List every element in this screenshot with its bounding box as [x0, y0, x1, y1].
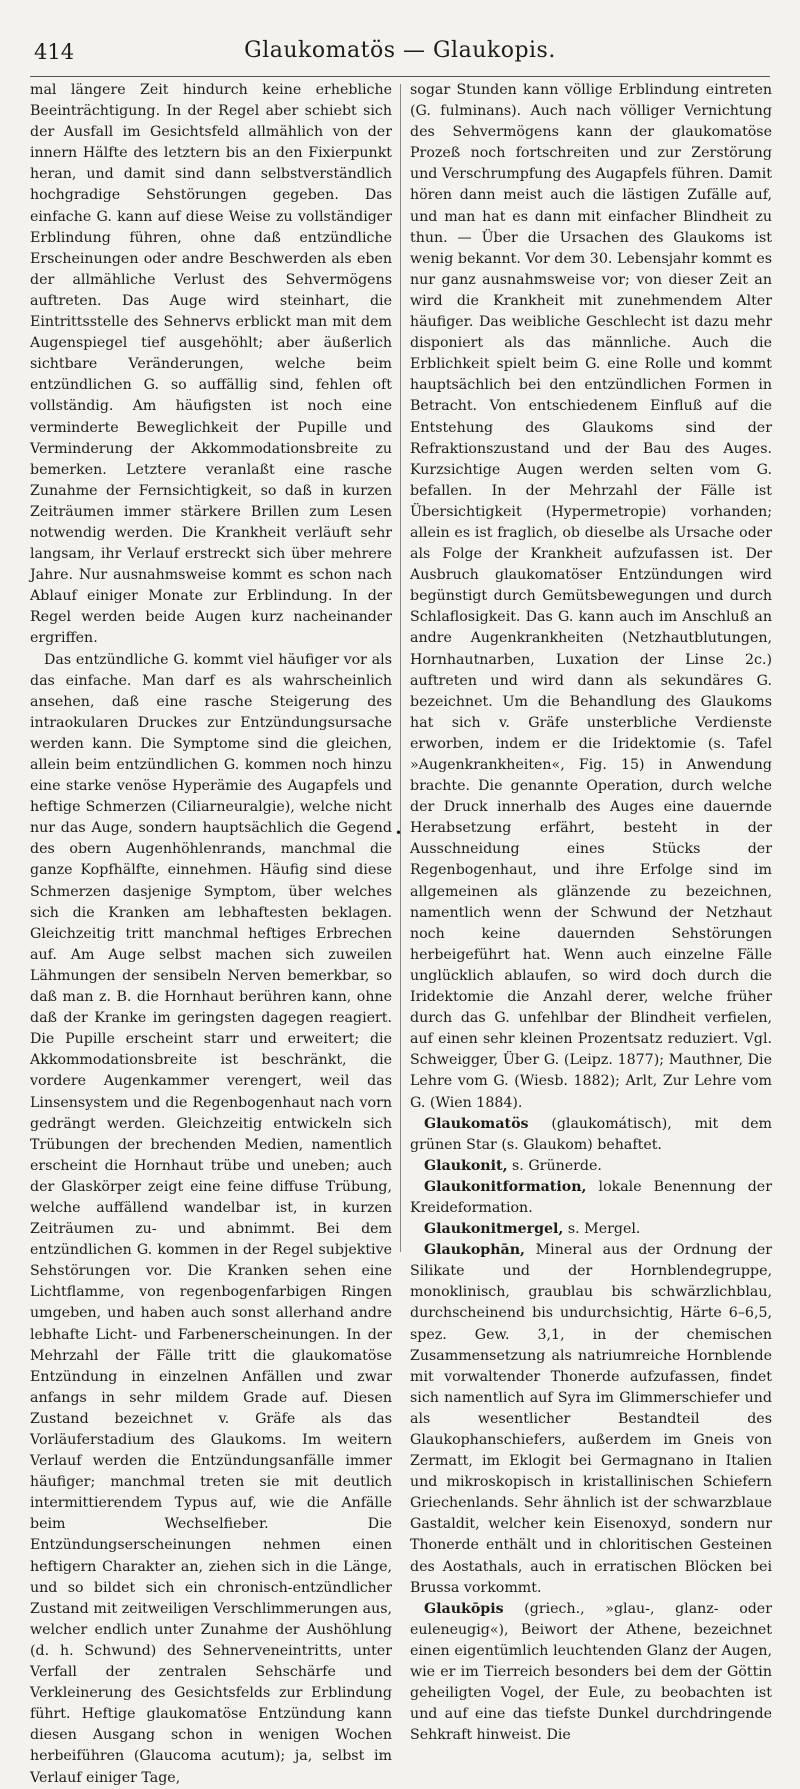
entry-headword: Glaukophān,: [424, 1242, 525, 1259]
entry-headword: Glaukonit,: [424, 1157, 508, 1174]
entry-text: s. Mergel.: [563, 1221, 641, 1238]
entry-glaukonitmergel: [410, 1219, 772, 1240]
page-header: [30, 36, 770, 77]
entry-text: lokale Benennung der Kreideformation.: [410, 1178, 772, 1216]
column-divider: [400, 84, 401, 1252]
entry-text: (griech., »glau-, glanz- oder euleneugig«), Beiwort der Athene, bezeichnet einen eigentümlich leuchtenden Glanz der Augen, wie er im Tierreich besonders bei dem der Göttin geheiligten Vogel, der Eule, zu beobachten ist und auf eine das tiefste Dunkel durchdringende Sehkraft hinweist. Die: [410, 1600, 772, 1744]
left-column: [30, 80, 392, 1786]
entry-glaukophan: [410, 1240, 772, 1599]
entry-headword: Glaukomatös: [424, 1115, 529, 1132]
entry-text: s. Grünerde.: [507, 1157, 602, 1174]
paragraph: mal längere Zeit hindurch keine erhebliche Beeinträchtigung. In der Regel aber schiebt sich der Ausfall im Gesichtsfeld allmählich von der innern Hälfte des letztern bis an den Fixierpunkt heran, und damit sind dann selbstverständlich hochgradige Sehstörungen gegeben. Das einfache G. kann auf diese Weise zu vollständiger Erblindung führen, ohne daß entzündliche Erscheinungen oder andre Beschwerden als eben der allmähliche Verlust des Sehvermögens auftreten. Das Auge wird steinhart, die Eintrittsstelle des Sehnervs erblickt man mit dem Augenspiegel tief ausgehöhlt; aber äußerlich sichtbare Veränderungen, welche beim entzündlichen G. so auffällig sind, fehlen oft vollständig. Am häufigsten ist noch eine verminderte Beweglichkeit der Pupille und Verminderung der Akkommodationsbreite zu bemerken. Letztere veranlaßt eine rasche Zunahme der Fernsichtigkeit, so daß in kurzen Zeiträumen immer stärkere Brillen zum Lesen notwendig werden. Die Krankheit verläuft sehr langsam, ihr Verlauf erstreckt sich über mehrere Jahre. Nur ausnahmsweise kommt es schon nach Ablauf einiger Monate zur Erblindung. In der Regel werden beide Augen kurz nacheinander ergriffen.: [30, 82, 392, 647]
paragraph: sogar Stunden kann völlige Erblindung eintreten (G. fulminans). Auch nach völliger Vernichtung des Sehvermögens kann der glaukomatöse Prozeß noch fortschreiten und zur Zerstörung und Verschrumpfung des Augapfels führen. Damit hören dann meist auch die lästigen Zufälle auf, und man hat es dann mit einfacher Blindheit zu thun. — Über die Ursachen des Glaukoms ist wenig bekannt. Vor dem 30. Lebensjahr kommt es nur ganz ausnahmsweise vor; von dieser Zeit an wird die Krankheit mit zunehmendem Alter häufiger. Das weibliche Geschlecht ist dazu mehr disponiert als das männliche. Auch die Erblichkeit spielt beim G. eine Rolle und kommt hauptsächlich bei den entzündlichen Formen in Betracht. Von entschiedenem Einfluß auf die Entstehung des Glaukoms sind der Refraktionszustand und der Bau des Auges. Kurzsichtige Augen werden selten vom G. befallen. In der Mehrzahl der Fälle ist Übersichtigkeit (Hypermetropie) vorhanden; allein es ist fraglich, ob dieselbe als Ursache oder als Folge der Krankheit aufzufassen ist. Der Ausbruch glaukomatöser Entzündungen wird begünstigt durch Gemütsbewegungen und durch Schlaflosigkeit. Das G. kann auch im Anschluß an andre Augenkrankheiten (Netzhautblutungen, Hornhautnarben, Luxation der Linse 2c.) auftreten und wird dann als sekundäres G. bezeichnet. Um die Behandlung des Glaukoms hat sich v. Gräfe unsterbliche Verdienste erworben, indem er die Iridektomie (s. Tafel »Augenkrankheiten«, Fig. 15) in Anwendung brachte. Die genannte Operation, durch welche der Druck innerhalb des Auges eine dauernde Herabsetzung erfährt, besteht in der Ausschneidung eines Stücks der Regenbogenhaut, und ihre Erfolge sind im allgemeinen als glänzende zu bezeichnen, namentlich wenn der Schwund der Netzhaut noch keine dauernden Sehstörungen herbeigeführt hat. Wenn auch einzelne Fälle unglücklich ablaufen, so wird doch durch die Iridektomie die Anzahl derer, welche früher durch das G. unfehlbar der Blindheit verfielen, auf einen sehr kleinen Prozentsatz reduziert. Vgl. Schweigger, Über G. (Leipz. 1877); Mauthner, Die Lehre vom G. (Wiesb. 1882); Arlt, Zur Lehre vom G. (Wien 1884).: [410, 82, 772, 1111]
entry-text: (glaukomátisch), mit dem grünen Star (s. Glaukom) behaftet.: [410, 1115, 772, 1153]
page-number: 414: [34, 40, 75, 64]
right-column: [410, 80, 772, 1744]
paragraph: Das entzündliche G. kommt viel häufiger vor als das einfache. Man darf es als wahrscheinlich ansehen, daß eine rasche Steigerung des intraokularen Druckes zur Entzündungsursache werden kann. Die Symptome sind die gleichen, allein beim entzündlichen G. kommen noch hinzu eine starke venöse Hyperämie des Augapfels und heftige Schmerzen (Ciliarneuralgie), welche nicht nur das Auge, sondern hauptsächlich die Gegend des obern Augenhöhlenrands, manchmal die ganze Kopfhälfte, einnehmen. Häufig sind diese Schmerzen dasjenige Symptom, über welches sich die Kranken am lebhaftesten beklagen. Gleichzeitig tritt manchmal heftiges Erbrechen auf. Am Auge selbst machen sich zuweilen Lähmungen der sensibeln Nerven bemerkbar, so daß man z. B. die Hornhaut berühren kann, ohne daß der Kranke im geringsten dagegen reagiert. Die Pupille erscheint starr und erweitert; die Akkommodationsbreite ist beschränkt, die vordere Augenkammer verengert, weil das Linsensystem und die Regenbogenhaut nach vorn gedrängt werden. Gleichzeitig entwickeln sich Trübungen der brechenden Medien, namentlich erscheint die Hornhaut trübe und uneben; auch der Glaskörper zeigt eine feine diffuse Trübung, welche auffällend wandelbar ist, in kurzen Zeiträumen zu- und abnimmt. Bei dem entzündlichen G. kommen in der Regel subjektive Sehstörungen vor. Die Kranken sehen eine Lichtflamme, von regenbogenfarbigen Ringen umgeben, und haben auch sonst allerhand andre lebhafte Licht- und Farbenerscheinungen. In der Mehrzahl der Fälle tritt die glaukomatöse Entzündung in einzelnen Anfällen und zwar anfangs in sehr mildem Grade auf. Diesen Zustand bezeichnet v. Gräfe als das Vorläuferstadium des Glaukoms. Im weitern Verlauf werden die Entzündungsanfälle immer häufiger; manchmal treten sie mit deutlich intermittierendem Typus auf, wie die Anfälle beim Wechselfieber. Die Entzündungserscheinungen nehmen einen heftigern Charakter an, ziehen sich in die Länge, und so bildet sich ein chronisch-entzündlicher Zustand mit zeitweiligen Verschlimmerungen aus, welcher endlich unter Zunahme der Aushöhlung (d. h. Schwund) des Sehnerveneintritts, unter Verfall der zentralen Sehschärfe und Verkleinerung des Gesichtsfelds zur Erblindung führt. Heftige glaukomatöse Entzündung kann diesen Ausgang schon in wenigen Wochen herbeiführen (Glaucoma acutum); ja, selbst im Verlauf einiger Tage,: [30, 651, 392, 1786]
running-title: Glaukomatös — Glaukopis.: [244, 38, 556, 63]
entry-headword: Glaukonitmergel,: [424, 1221, 564, 1238]
margin-mark: •: [395, 826, 403, 840]
entry-headword: Glaukonitformation,: [424, 1178, 587, 1195]
entry-headword: Glaukōpis: [424, 1600, 504, 1617]
entry-text: Mineral aus der Ordnung der Silikate und der Hornblendegruppe, monoklinisch, graublau bis schwärzlichblau, durchscheinend bis undurchsichtig, Härte 6–6,5, spez. Gew. 3,1, in der chemischen Zusammensetzung als natriumreiche Hornblende mit vorwaltender Thonerde aufzufassen, findet sich namentlich auf Syra im Glimmerschiefer und als wesentlicher Bestandteil des Glaukophanschiefers, außerdem im Gneis von Zermatt, im Eklogit bei Germagnano in Italien und mikroskopisch in kristallinischen Schiefern Griechenlands. Sehr ähnlich ist der schwarzblaue Gastaldit, welcher kein Eisenoxyd, sondern nur Thonerde enthält und in chloritischen Gesteinen des Aostathals, auch in erratischen Blöcken bei Brussa vorkommt.: [410, 1242, 772, 1596]
entry-glaukonitformation: [410, 1177, 772, 1219]
entry-glaukopis: [410, 1599, 772, 1747]
entry-glaukonit: [410, 1156, 772, 1177]
entry-glaukomatoes: [410, 1114, 772, 1156]
